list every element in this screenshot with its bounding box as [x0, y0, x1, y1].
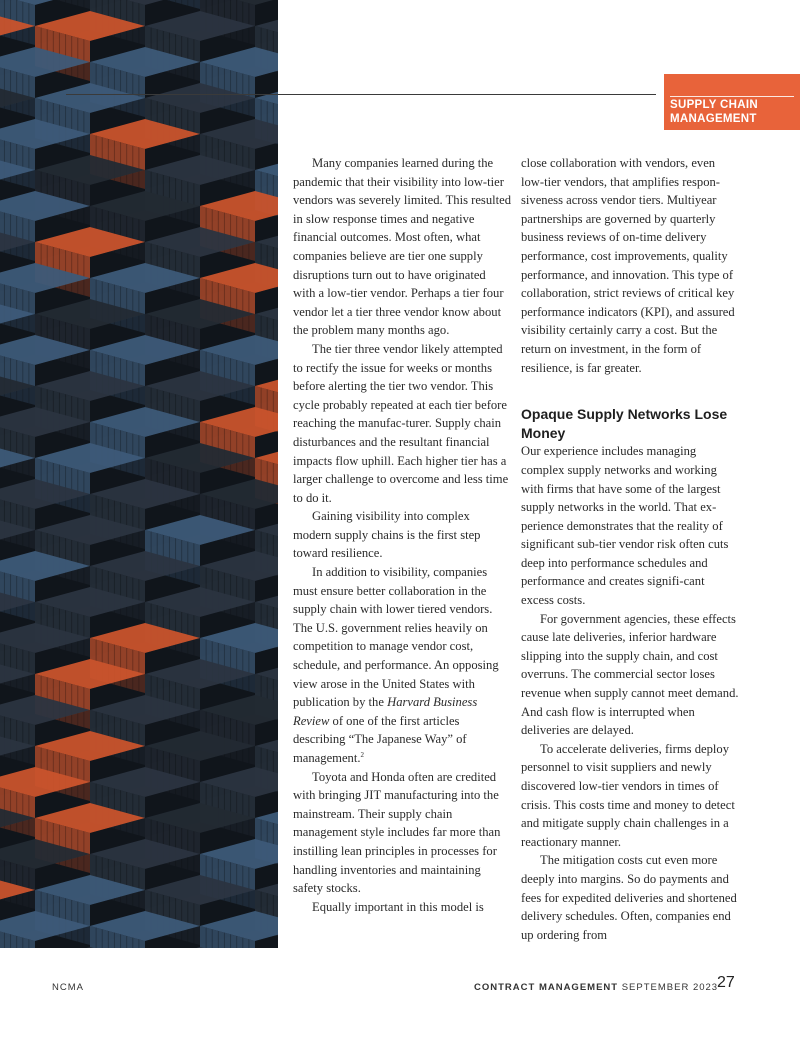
footer-issue: SEPTEMBER 2023: [621, 982, 719, 993]
paragraph: To accelerate deliveries, firms deploy personnel to visit suppliers and newly discovered low-tier vendors in times of crisis. This costs time and money to detect and mitigate supply chain challenges in a reactionary manner.: [521, 741, 735, 849]
page-number: 27: [717, 974, 735, 991]
publication-title: Harvard Business Review: [293, 695, 478, 728]
header-rule: [66, 94, 656, 95]
section-heading: Opaque Supply Networks Lose Money: [521, 406, 728, 441]
footer-org: NCMA: [52, 982, 84, 993]
paragraph: Many companies learned during the pandemic that their visibility into low-tier vendors was severely limited. This resulted in slow response times and negative financial outcomes. Most often, what companies believe are tier one supply disruptions turn out to have originated with a low-tier vendor. Perhaps a tier four vendor let a tier three vendor know about the problem many months ago.: [293, 156, 512, 338]
paragraph: The mitigation costs cut even more deeply into margins. So do payments and fees for expedited deliveries and shortened delivery schedules. Often, companies end up ordering from: [521, 853, 737, 942]
right-text-column: [521, 154, 739, 944]
footnote-marker: 2: [360, 751, 364, 759]
shipping-containers-photo: [0, 0, 278, 948]
paragraph: Gaining visibility into complex modern supply chains is the first step toward resilience.: [293, 509, 481, 561]
footer-magazine: CONTRACT MANAGEMENT: [474, 982, 619, 993]
section-tag-line: [670, 96, 794, 97]
paragraph: close collaboration with vendors, even low-tier vendors, that amplifies respon-siveness across vendor tiers. Multiyear partnerships are governed by quarterly business reviews of on-time delivery performance, cost improvements, quality performance, and innovation. This type of collaboration, strict reviews of critical key performance indicators (KPI), and assured visibility certainly carry a cost. But the return on investment, in the form of resilience, is far greater.: [521, 156, 735, 375]
paragraph: Equally important in this model is: [312, 899, 484, 914]
paragraph: Our experience includes managing complex supply networks and working with firms that have some of the largest supply networks in the world. That ex-perience demonstrates that the reality of significant sub-tier vendor risk often cuts deep into performance schedules and performance and creates signifi-cant excess costs.: [521, 444, 729, 608]
paragraph: For government agencies, these effects cause late deliveries, inferior hardware slipping into the supply chain, and cost overruns. The commercial sector loses revenue when supply cannot meet demand. And cash flow is interrupted when deliveries are delayed.: [521, 611, 739, 738]
section-tag-label: SUPPLY CHAIN MANAGEMENT: [670, 99, 758, 125]
paragraph: [293, 563, 511, 768]
paragraph: The tier three vendor likely attempted to rectify the issue for weeks or months before alerting the tier two vendor. This cycle probably repeated at each tier before reaching the manufac-turer. Supply chain disturbances and the resultant financial impacts flow uphill. Each higher tier has a larger challenge to overcome and less time to do it.: [293, 341, 509, 505]
footer-publication: [474, 982, 718, 993]
paragraph: Toyota and Honda often are credited with bringing JIT manufacturing into the mainstream. Their supply chain management style includes far more than instilling lean principles in processes for handling inventories and maintaining safety stocks.: [293, 769, 501, 896]
left-text-column: [293, 154, 511, 916]
paragraph-text: In addition to visibility, companies must ensure better collaboration in the supply chain with lower tiered vendors. The U.S. government relies heavily on competition to manage vendor cost, schedule, and performance. An opposing view arose in the United States with publication by the: [293, 565, 499, 710]
paragraph-text: of one of the first articles describing “The Japanese Way” of management.: [293, 713, 467, 765]
section-tag: [664, 74, 800, 130]
